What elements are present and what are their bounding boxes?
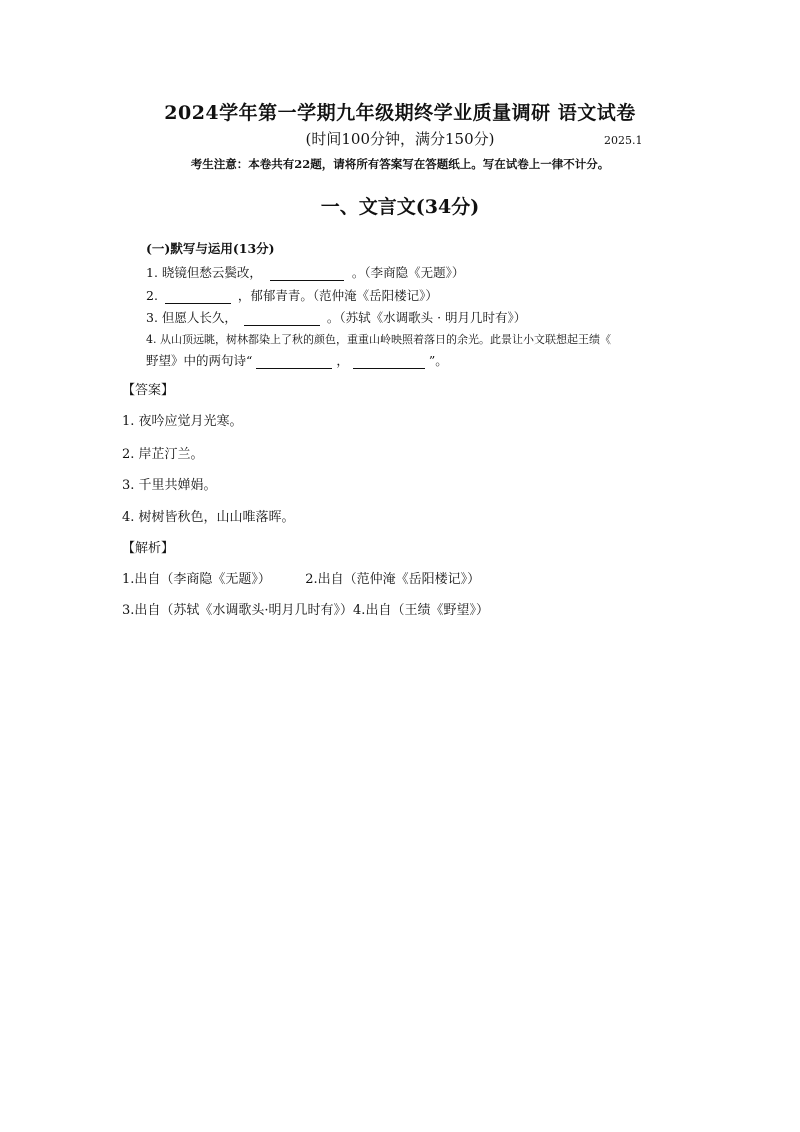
question-2	[146, 286, 438, 304]
answer-label: 【答案】	[122, 383, 175, 398]
answer-item: 1. 夜吟应觉月光寒。	[122, 414, 243, 429]
exam-date: 2025.1	[604, 134, 643, 147]
question-4-comma: ，	[336, 353, 349, 368]
analysis-line-1	[122, 568, 480, 587]
question-4-blank-1	[256, 356, 332, 369]
answer-item: 4. 树树皆秋色，山山唯落晖。	[122, 510, 295, 525]
question-4-end: ”。	[428, 353, 448, 368]
answer-item: 2. 岸芷汀兰。	[122, 447, 204, 462]
exam-subtitle: (时间100分钟，满分150分)	[305, 130, 495, 148]
question-1-source: 。（李商隐《无题》）	[351, 265, 465, 280]
question-1-text: 1. 晓镜但愁云鬓改，	[146, 265, 262, 280]
question-4-blank-2	[353, 356, 425, 369]
section-title: 一、文言文(34分)	[320, 196, 480, 218]
question-3	[146, 308, 526, 326]
analysis-label: 【解析】	[122, 541, 175, 556]
analysis-line-2: 3.出自（苏轼《水调歌头·明月几时有》）4.出自（王绩《野望》）	[122, 603, 489, 618]
analysis-item-2: 2.出自（范仲淹《岳阳楼记》）	[305, 572, 481, 587]
question-1	[146, 263, 464, 281]
question-3-blank	[244, 313, 320, 326]
question-2-text: ，郁郁青青。（范仲淹《岳阳楼记》）	[237, 288, 438, 303]
question-1-blank	[270, 268, 344, 281]
question-4-line-2	[146, 351, 448, 369]
question-3-text: 3. 但愿人长久，	[146, 310, 237, 325]
answer-item: 3. 千里共婵娟。	[122, 478, 217, 493]
part-title: (一)默写与运用(13分)	[146, 241, 275, 256]
question-2-number: 2.	[146, 288, 158, 303]
question-3-source: 。（苏轼《水调歌头 · 明月几时有》）	[326, 310, 527, 325]
exam-title: 2024学年第一学期九年级期终学业质量调研 语文试卷	[164, 102, 636, 124]
question-2-blank	[165, 291, 231, 304]
question-4-text: 野望》中的两句诗“	[146, 353, 253, 368]
exam-notice: 考生注意：本卷共有22题，请将所有答案写在答题纸上。写在试卷上一律不计分。	[190, 157, 610, 171]
analysis-item-1: 1.出自（李商隐《无题》）	[122, 572, 271, 587]
question-4-line-1: 4. 从山顶远眺，树林都染上了秋的颜色，重重山岭映照着落日的余光。此景让小文联想起王绩《	[146, 333, 611, 346]
